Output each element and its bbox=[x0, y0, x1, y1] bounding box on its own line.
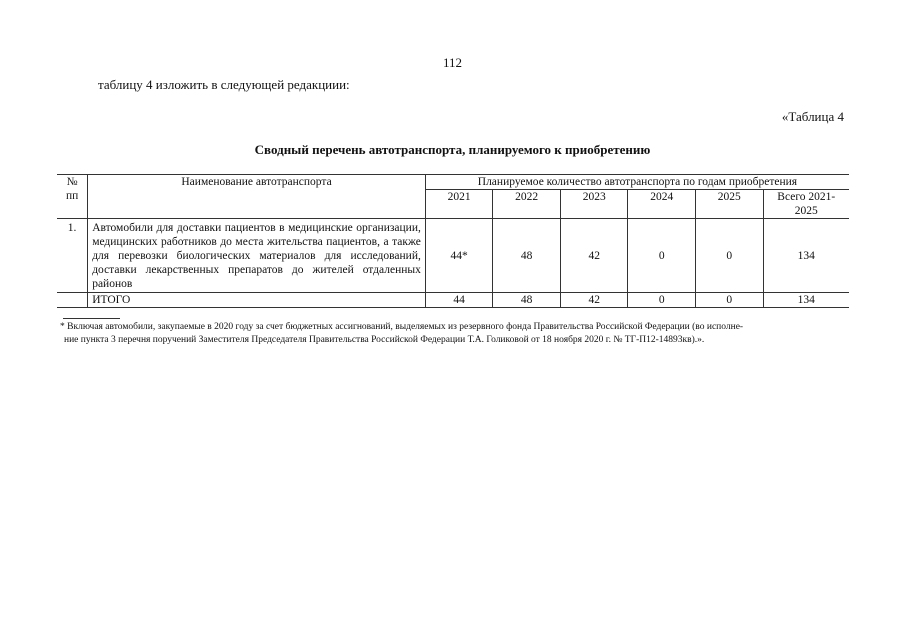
summary-table bbox=[57, 174, 849, 308]
total-value-2025: 0 bbox=[695, 293, 763, 308]
header-year-2023: 2023 bbox=[560, 190, 628, 219]
header-year-2024: 2024 bbox=[628, 190, 696, 219]
header-name: Наименование автотранспорта bbox=[88, 175, 426, 219]
row-value-2021: 44* bbox=[425, 219, 493, 293]
page-number: 112 bbox=[442, 55, 463, 70]
table-title: Сводный перечень автотранспорта, планируемого к приобретению bbox=[254, 142, 651, 157]
total-row-no bbox=[57, 293, 88, 308]
row-value-2022: 48 bbox=[493, 219, 561, 293]
total-value-all: 134 bbox=[763, 293, 849, 308]
table-caption: «Таблица 4 bbox=[781, 109, 844, 124]
total-row-label: ИТОГО bbox=[88, 293, 426, 308]
header-year-2025: 2025 bbox=[695, 190, 763, 219]
total-row bbox=[57, 293, 849, 308]
header-year-2022: 2022 bbox=[493, 190, 561, 219]
header-year-2021: 2021 bbox=[425, 190, 493, 219]
row-value-2023: 42 bbox=[560, 219, 628, 293]
row-value-2025: 0 bbox=[695, 219, 763, 293]
table-row bbox=[57, 219, 849, 293]
total-value-2024: 0 bbox=[628, 293, 696, 308]
total-value-2023: 42 bbox=[560, 293, 628, 308]
total-value-2022: 48 bbox=[493, 293, 561, 308]
footnote bbox=[60, 321, 850, 347]
header-no: № пп bbox=[57, 175, 88, 219]
footnote-rule bbox=[63, 318, 120, 319]
row-value-total: 134 bbox=[763, 219, 849, 293]
header-group: Планируемое количество автотранспорта по годам приобретения bbox=[425, 175, 849, 190]
row-name: Автомобили для доставки пациентов в медицинские организации, медицинских работников до места жительства пациентов, а также для перевозки биологических материалов для исследований, доставки лекарственных препаратов до жителей отдаленных районов bbox=[88, 219, 426, 293]
footnote-line-2: ние пункта 3 перечня поручений Заместителя Председателя Правительства Российской Федерации Т.А. Голиковой от 18 ноября 2020 г. № ТГ-П12-14893кв).». bbox=[64, 335, 705, 345]
row-value-2024: 0 bbox=[628, 219, 696, 293]
total-value-2021: 44 bbox=[425, 293, 493, 308]
intro-text: таблицу 4 изложить в следующей редакциии: bbox=[98, 77, 350, 92]
row-no: 1. bbox=[57, 219, 88, 293]
footnote-line-1: * Включая автомобили, закупаемые в 2020 году за счет бюджетных ассигнований, выделяемых из резервного фонда Правительства Российской Федерации (во исполне- bbox=[60, 322, 744, 332]
header-total: Всего 2021-2025 bbox=[763, 190, 849, 219]
